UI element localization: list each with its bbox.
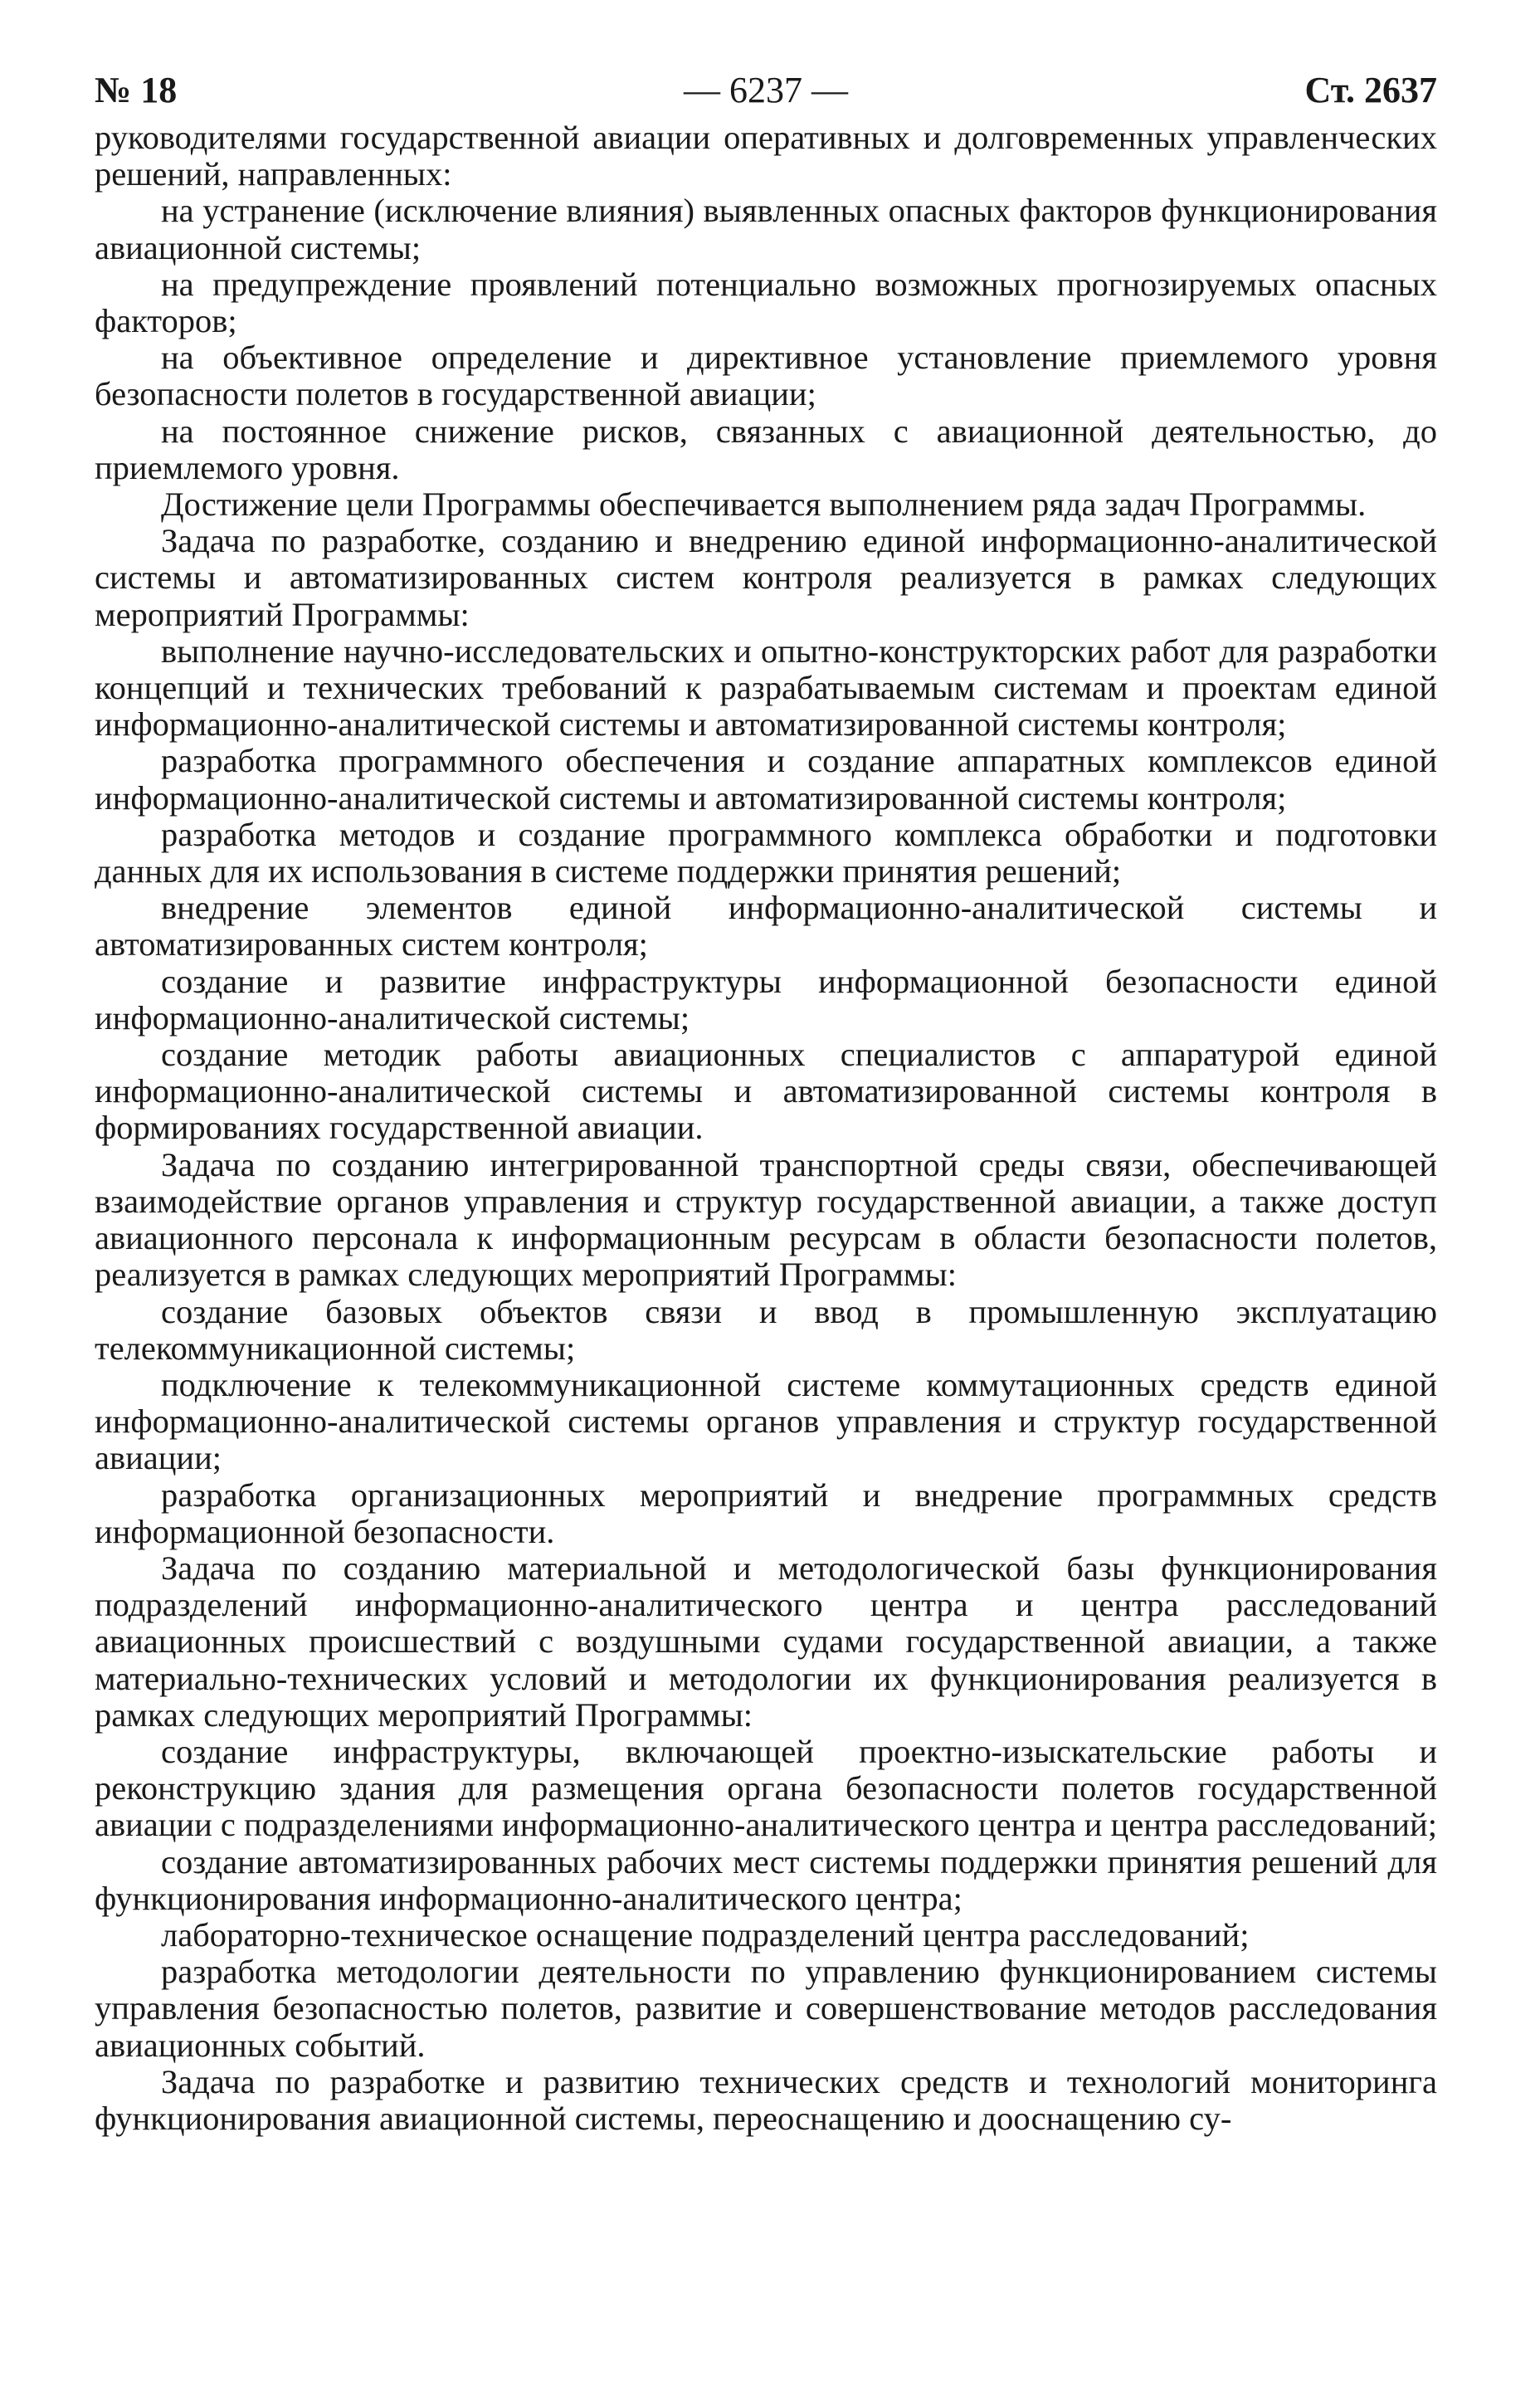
paragraph: Задача по созданию интегрированной транспортной среды связи, обеспечивающей взаимодействие органов управления и структур государственной авиации, а также доступ авиационного персонала к информационным ресурсам в области безопасности полетов, реализуется в рамках следующих мероприятий Программы:	[95, 1145, 1437, 1294]
paragraph: создание и развитие инфраструктуры информационной безопасности единой информационно-аналитической системы;	[95, 962, 1437, 1037]
paragraph: лабораторно-техническое оснащение подразделений центра расследований;	[161, 1915, 1250, 1954]
issue-number: № 18	[95, 70, 178, 110]
paragraph: внедрение элементов единой информационно-аналитической системы и автоматизированных систем контроля;	[95, 889, 1437, 963]
page-number: — 6237 —	[684, 70, 848, 110]
paragraph: Достижение цели Программы обеспечивается выполнением ряда задач Программы.	[161, 485, 1367, 524]
paragraph: создание методик работы авиационных специалистов с аппаратурой единой информационно-аналитической системы и автоматизированной системы контроля в формированиях государственной авиации.	[95, 1036, 1437, 1147]
paragraph: Задача по разработке, созданию и внедрению единой информационно-аналитической системы и автоматизированных систем контроля реализуется в рамках следующих мероприятий Программы:	[95, 522, 1437, 633]
paragraph: руководителями государственной авиации оперативных и долговременных управленческих решений, направленных:	[95, 119, 1437, 193]
page-header	[95, 70, 1437, 111]
paragraph: разработка программного обеспечения и создание аппаратных комплексов единой информационно-аналитической системы и автоматизированной системы контроля;	[95, 742, 1437, 817]
article-number: Ст. 2637	[1304, 70, 1437, 110]
paragraph: на предупреждение проявлений потенциально возможных прогнозируемых опасных факторов;	[95, 265, 1437, 340]
paragraph: разработка методологии деятельности по управлению функционированием системы управления безопасностью полетов, развитие и совершенствование методов расследования авиационных событий.	[95, 1953, 1437, 2064]
paragraph: на постоянное снижение рисков, связанных с авиационной деятельностью, до приемлемого уровня.	[95, 412, 1437, 486]
paragraph: выполнение научно-исследовательских и опытно-конструкторских работ для разработки концепций и технических требований к разрабатываемым системам и проектам единой информационно-аналитической системы и автоматизированной системы контроля;	[95, 632, 1437, 744]
paragraph: на объективное определение и директивное установление приемлемого уровня безопасности полетов в государственной авиации;	[95, 339, 1437, 413]
paragraph: подключение к телекоммуникационной системе коммутационных средств единой информационно-аналитической системы органов управления и структур государственной авиации;	[95, 1365, 1437, 1477]
paragraph: создание автоматизированных рабочих мест системы поддержки принятия решений для функционирования информационно-аналитического центра;	[95, 1842, 1437, 1917]
paragraph: создание базовых объектов связи и ввод в промышленную эксплуатацию телекоммуникационной системы;	[95, 1292, 1437, 1367]
document-page	[95, 70, 1437, 2137]
body-text	[95, 120, 1437, 2137]
paragraph: Задача по созданию материальной и методологической базы функционирования подразделений информационно-аналитического центра и центра расследований авиационных происшествий с воздушными судами государственной авиации, а также материально-технических условий и методологии их функционирования реализуется в рамках следующих мероприятий Программы:	[95, 1549, 1437, 1734]
paragraph: разработка методов и создание программного комплекса обработки и подготовки данных для их использования в системе поддержки принятия решений;	[95, 815, 1437, 890]
paragraph: создание инфраструктуры, включающей проектно-изыскательские работы и реконструкцию здания для размещения органа безопасности полетов государственной авиации с подразделениями информационно-аналитического центра и центра расследований;	[95, 1732, 1437, 1844]
paragraph: Задача по разработке и развитию технических средств и технологий мониторинга функционирования авиационной системы, переоснащению и дооснащению су-	[95, 2062, 1437, 2137]
paragraph: разработка организационных мероприятий и внедрение программных средств информационной безопасности.	[95, 1476, 1437, 1550]
paragraph: на устранение (исключение влияния) выявленных опасных факторов функционирования авиационной системы;	[95, 192, 1437, 266]
